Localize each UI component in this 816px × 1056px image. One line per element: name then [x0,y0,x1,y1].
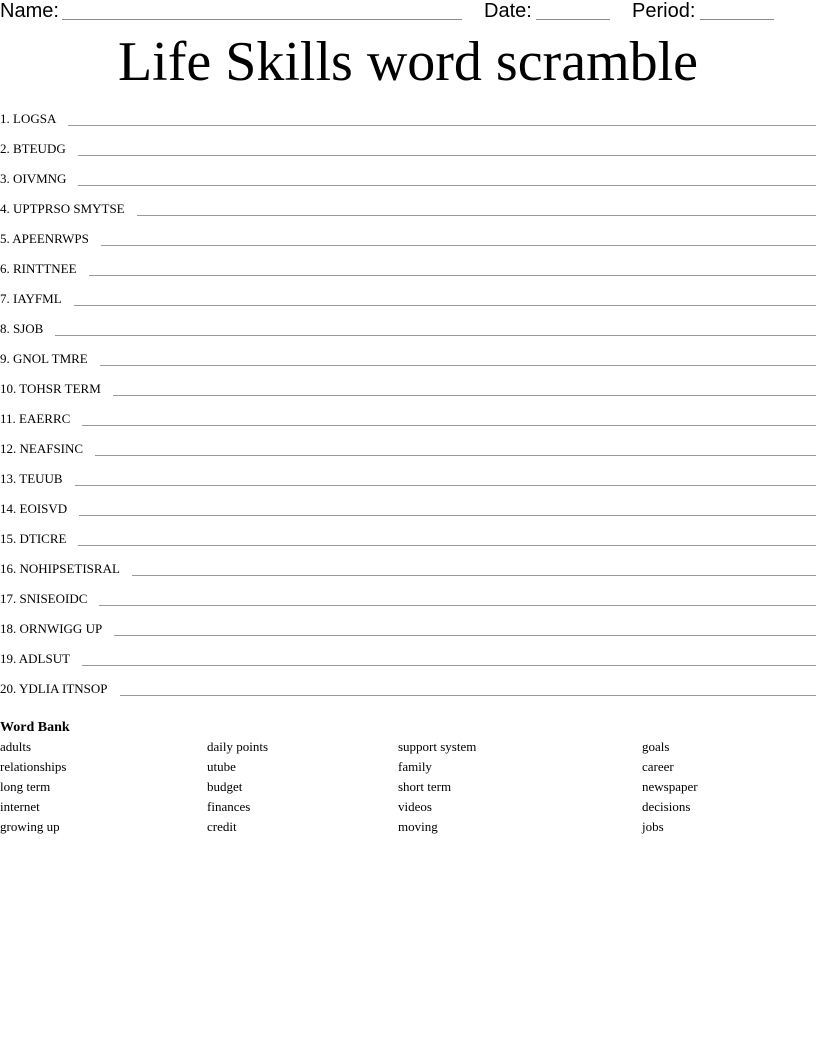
question-row [0,549,816,579]
question-row [0,279,816,309]
word-bank-item: daily points [207,739,269,754]
word-bank-item: jobs [642,819,664,834]
question-row [0,249,816,279]
scrambled-word: 3. OIVMNG [0,171,67,186]
scrambled-word: 6. RINTTNEE [0,261,77,276]
question-row [0,459,816,489]
word-bank-item: long term [0,779,51,794]
question-row [0,609,816,639]
answer-line[interactable] [132,575,816,576]
answer-line[interactable] [101,245,816,246]
answer-line[interactable] [95,455,816,456]
question-row [0,111,816,129]
scrambled-word: 7. IAYFML [0,291,62,306]
question-row [0,159,816,189]
answer-line[interactable] [100,365,816,366]
scrambled-word: 8. SJOB [0,321,44,336]
answer-line[interactable] [78,155,816,156]
scrambled-word: 17. SNISEOIDC [0,591,88,606]
word-bank-item: newspaper [642,779,698,794]
scrambled-word: 16. NOHIPSETISRAL [0,561,120,576]
word-bank-item: decisions [642,799,691,814]
word-bank-item: growing up [0,819,60,834]
question-row [0,669,816,699]
period-label: Period: [632,0,696,22]
question-row [0,369,816,399]
scrambled-word: 11. EAERRC [0,411,71,426]
name-field[interactable] [62,19,462,20]
word-bank-item: support system [398,739,477,754]
scrambled-word: 5. APEENRWPS [0,231,89,246]
scrambled-word: 9. GNOL TMRE [0,351,88,366]
scrambled-word: 20. YDLIA ITNSOP [0,681,108,696]
answer-line[interactable] [114,635,816,636]
scrambled-word: 18. ORNWIGG UP [0,621,103,636]
word-bank-item: short term [398,779,452,794]
date-label: Date: [484,0,532,22]
question-row [0,129,816,159]
question-row [0,489,816,519]
word-bank-item: utube [207,759,236,774]
answer-line[interactable] [78,545,816,546]
answer-line[interactable] [74,305,816,306]
word-bank-item: finances [207,799,251,814]
answer-line[interactable] [75,485,816,486]
word-bank-item: family [398,759,432,774]
scrambled-word: 15. DTICRE [0,531,67,546]
word-bank-item: internet [0,799,40,814]
question-row [0,429,816,459]
scrambled-word: 2. BTEUDG [0,141,66,156]
scrambled-word: 12. NEAFSINC [0,441,84,456]
answer-line[interactable] [68,125,816,126]
word-bank-title: Word Bank [0,720,70,735]
question-row [0,339,816,369]
answer-line[interactable] [137,215,816,216]
answer-line[interactable] [79,515,816,516]
question-row [0,399,816,429]
question-row [0,309,816,339]
name-label: Name: [0,0,59,22]
word-bank-item: career [642,759,674,774]
word-bank-item: relationships [0,759,67,774]
period-field[interactable] [700,19,774,20]
answer-line[interactable] [89,275,816,276]
word-bank-item: adults [0,739,32,754]
answer-line[interactable] [82,665,816,666]
scrambled-word: 14. EOISVD [0,501,68,516]
scrambled-word: 10. TOHSR TERM [0,381,101,396]
question-row [0,189,816,219]
answer-line[interactable] [78,185,816,186]
question-row [0,579,816,609]
scrambled-word: 19. ADLSUT [0,651,71,666]
question-row [0,639,816,669]
answer-line[interactable] [120,695,816,696]
answer-line[interactable] [99,605,816,606]
page-title: Life Skills word scramble [117,31,699,93]
word-bank-item: videos [398,799,432,814]
scrambled-word: 1. LOGSA [0,111,57,126]
scrambled-word: 13. TEUUB [0,471,63,486]
answer-line[interactable] [82,425,816,426]
word-bank-item: goals [642,739,670,754]
date-field[interactable] [536,19,610,20]
scrambled-word: 4. UPTPRSO SMYTSE [0,201,125,216]
word-bank-item: moving [398,819,438,834]
word-bank-item: budget [207,779,243,794]
worksheet-header [0,0,816,22]
word-bank-item: credit [207,819,237,834]
question-list [0,111,816,699]
answer-line[interactable] [55,335,816,336]
answer-line[interactable] [113,395,816,396]
question-row [0,219,816,249]
question-row [0,519,816,549]
